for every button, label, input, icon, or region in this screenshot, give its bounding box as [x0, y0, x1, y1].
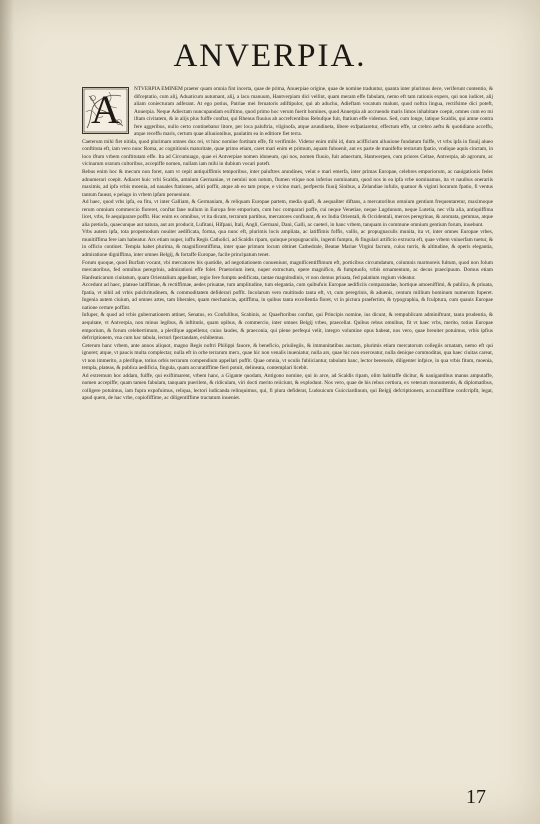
body-paragraph: Infuper, & quod ad vrbis gubernationem attinet, Senatus, ex Confulibus, Scabinis, ac Quaeftoribus conftat, qui Principis nomine, ius dicunt, & rempublicam adminiftrant, tanta prudentia, & aequitate, vt Antverpia, non minus legibus, & inftitutis, quam opibus, & commercio, inter omnes Belgij vrbes, praecellat. Quibus rebus omnibus, fit vt haec vrbs, merito, totius Europae emporium, & forum celeberrimum, a plerifque appelletur, cuius laudes, & praeconia, qui plene perfequi velit, integro volumine opus habeat, nos vero, quae breuiter potuimus, vrbis ipfius defcriptionem, vna cum hac tabula, lectori fpectandam, exhibemus.: [82, 312, 493, 342]
body-paragraph: NTVERPIA EMINEM praeter quam omnia fint incerta, quae de prima, Anuerpiae origine, quae de nomine traduntur, quanta inter plurimos dece, veriferunt contentio, & difceptatio, cum alij, Aduaticum autumant, alij, a lacu manuum, Hantverpiam dici vellint, quam meram effe fabulam, nemo eft tam rationis expers, qui non iudicet, alij aliam coniecturam adferant. At ego potius, Patriae mei feruatoris adiftipulor, qui ab aduchu, Adieftam vocatum malunt, quod noftra lingua, rectifsime dici poteft, Anuerpia. Neque Adiectam nuncupandam exiftimo, quod primo hoc verum fuerit homines, quod Anuerpia ab accruendo maris limos inhabitare coepit, omnes cum eo mi iftam civitatem, & in alijs plus fuiffe conftat, qui Rhenus fluuius ab accrefcentibus Rebufque fuit, ftatium effe videmus. Sed, cum longe, latique Scaldis, qui amne contra fere aggeribus, nullo certo continebatur litore, per loca paluftria, vliginofa, atque arundineta, libere exfpatiaretur, effectum effe, ut crebro aeftu & quotidiano acceffu, atque receffu maris, certum quae alluuionibus, paulatim ea in editiore fiet terra.: [134, 86, 493, 138]
decorated-initial: [82, 87, 129, 134]
initial-letter: A: [91, 87, 120, 132]
body-paragraph: Ad haec, quod vrbs ipfa, ea fitu, vt inter Galliam, & Germaniam, & reliquam Europae partem, media quafi, & aequaliter diftans, a mercatoribus omnium gentium frequentaretur, maximoque rerum omnium commercio floreret, conftat fane nullum in Europa fere emporium, cum hoc comparari poffe, cui neque Venetiae, neque Lugdunum, neque Lutetia, nec vlla alia, antiquiffima licet, vrbs, fe aequiparare poffit. Huc enim ex omnibus, vt ita dicam, terrarum partibus, mercatores confluunt, & ex India Orientali, & Occidentali, merces peregrinas, & aromata, gemmas, atque alia pretiofa, quaecunque aut natura, aut ars producit, Lufitani, Hifpani, Itali, Angli, Germani, Dani, Galli, ac caeteri, in hanc vrbem, tanquam in commune omnium gentium forum, inuehunt.: [82, 199, 493, 228]
body-paragraph: Vrbs autem ipfa, tota propemodum nouiter aedificata, forma, qua nunc eft, plurimis locis ampliata, ac latiffimis foffis, vallis, ac propugnaculis munita, ita vt, inter omnes Europae vrbes, munitiffima fere iam habeatur. Arx etiam nuper, iuffu Regis Catholici, ad Scaldis ripam, quinque propugnaculis, ingenti fumptu, & fingulari artificio extructa eft, quae vrbem vniuerfam tuetur, & in officio continet. Templa habet plurima, & magnificentiffima, inter quae primum locum obtinet Cathedrale, Beatae Mariae Virgini facrum, cuius turris, & altitudine, & operis elegantia, admiratione digniffima, inter omnes Belgij, & fortaffe Europae, facile principatum tenet.: [82, 229, 493, 259]
body-paragraph: Ad extremum hoc addam, fuiffe, qui exiftimarent, vrbem hanc, a Gigante quodam, Antigono nomine, qui in arce, ad Scaldis ripam, olim habitaffe dicitur, & nauigantibus manus amputaffe, nomen accepiffe; quam tamen fabulam, tanquam puerilem, & ridiculam, viri docti merito reiiciunt, & explodunt. Nos vero, quae de his rebus certiora, ex veterum monumentis, & diplomatibus, colligere potuimus, iam fupra expofuimus, reliqua, lectori iudicanda relinquimus, qui, fi plura defiderat, Ludouicum Guicciardinum, qui Belgij defcriptionem, accuratiffime confcripfit, legat, apud quem, de hac vrbe, copiofiffime, ac diligentiffime tractatum inueniet.: [82, 372, 493, 402]
body-paragraph: Forum quoque, quod Burfam vocant, vbi mercatores bis quotidie, ad negotiationem conueniunt, magnificentiffimum eft, porticibus circumdatum, columnis marmoreis fultum, quod non folum mercatoribus, fed omnibus peregrinis, admirationi effe folet. Praetorium item, nuper extructum, opere magnifico, & fumptuofo, vrbis ornamentum, ac decus praecipuum. Domus etiam Hanfeaticarum ciuitatum, quam Orientalium appellant, regio fere fumptu aedificata, tantae magnitudinis, vt non domus priuata, fed palatium regium videatur.: [82, 259, 493, 281]
page-number: 17: [466, 786, 486, 808]
body-paragraph: Accedunt ad haec, plateae latiffimae, & rectiffimae, aedes priuatae, tum amplitudine, tum elegantia, cum quibufuis Europae aedificiis comparandae, hortique amoeniffimi, & publica, & priuata, fpatia, vt nihil ad vrbis pulchritudinem, & commoditatem defiderari poffit. Incolarum vero multitudo tanta eft, vt, cum peregrinis, & aduenis, centum millium hominum numerum fuperet. Ingenia autem ciuium, ad omnes artes, tam liberales, quam mechanicas, aptiffima, in quibus tanta excellentia floret, vt in pictura praefertim, & typographia, & fculptura, cum quauis Europae natione certare poffint.: [82, 282, 493, 311]
body-paragraph: Rebus enim hoc & mecum non foret, nam vt cepit antiquiffimis temporibus, inter paluftres arundines, velut e mari emerfa, inter primas Europae, celebres emporiorum, ac nauigationis fedes adnumerari coepit. Adiacet huic vrbi Scaldis, amnium Germaniae, vt nemini non notum, flumen vtique non inferius nominatum, quod nos in ea ipfa vrbe nominamus, ita vt nauibus onerariis maximis, ad ipfa vrbis moenia, ad nauales ftationes, adiri poffit, atque ab eo tam prope, e vicino mari, perfpectis fiuuij Sinibus, a Zelandiae infulis, quatuor & viginti horarum fpatio, fi ventus tantum faueat, e pelago in vrbem ipfam perueniunt.: [82, 169, 493, 198]
page-title: ANVERPIA.: [173, 38, 367, 74]
paragraph-list: [82, 86, 493, 403]
body-text: [82, 86, 493, 788]
body-paragraph: Caeterum mihi fiet nitida, quod plurimam omnes dux rei, vt hinc nomine fortitam effe, fit verifimile. Videtur enim mihi id, dum acifficium alluuione fundatum fuiffe, vt vrbs ipfa in fiuuij alueo conftituta eft, iam vero nunc Roma, ac cognitionis maturitate, quae primo etiam, caret mari enim et primum, aquam fubuenit, aut ex parte de manifefto terrarum fpatio, vndique aquis cinctam, in loco iftum vrbem conftitutam effe. Ita ad Circumuago, quae ei Antverpiae nomen idoneum, qui nos, nomen fluuio, fuit aduectum, Hantwerpen, cum priores Celtae, Antverpia, ab agrorum, ac vicinarum orarum cultoribus, accepiffe nomen, nullam iam mihi in dubium vocari poteft.: [82, 138, 493, 168]
body-paragraph: Ceterum hanc vrbem, ante annos aliquot, magno Regis noftri Philippi fauore, & beneficio, priuilegiis, & immunitatibus auctam, plurimis etiam mercatorum collegiis ornatam, nemo eft qui ignoret; atque, vt paucis multa complectar, nulla eft in orbe terrarum merx, quae hic non venalis inueniatur, nulla ars, quae hic non exerceatur, nulla denique commoditas, qua haec ciuitas careat, vt non immerito, a plerifque, totius orbis terrarum compendium appellari poffit. Quae omnia, vt oculis fubiiciantur, tabulam hanc, lector beneuole, diligenter infpice, in qua vrbis fitum, moenia, templa, plateas, & publica aedificia, fingula, quam accuratiffime fieri potuit, delineata, contemplari licebit.: [82, 342, 493, 372]
